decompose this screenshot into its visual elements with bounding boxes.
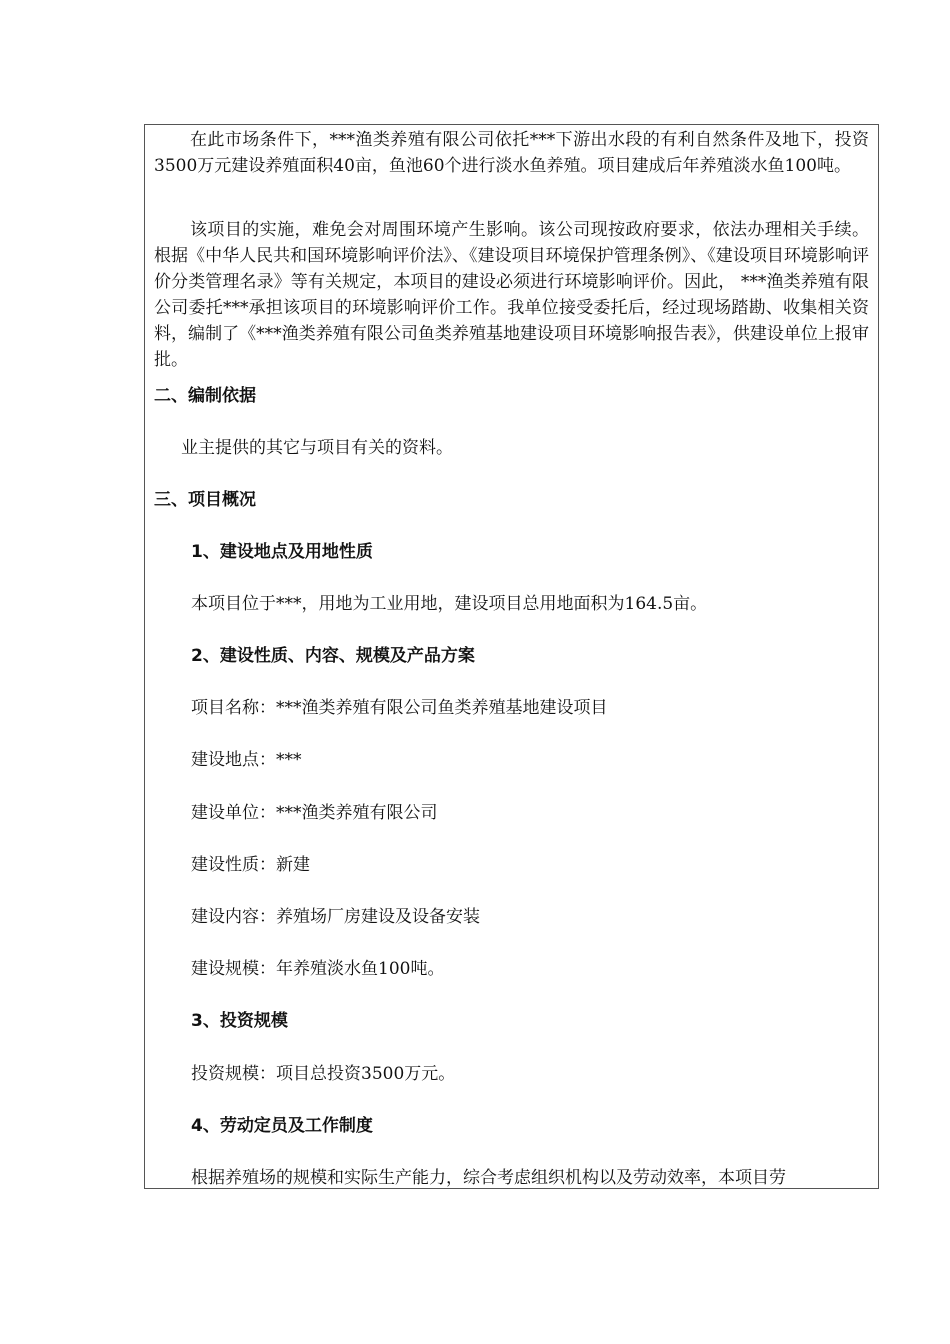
location-land-text: 本项目位于***，用地为工业用地，建设项目总用地面积为164.5亩。 [191, 594, 708, 614]
investment-line: 投资规模：项目总投资3500万元。 [191, 1064, 456, 1084]
report-table-cell [144, 124, 879, 1189]
subheading-nature-content: 2、建设性质、内容、规模及产品方案 [191, 646, 475, 666]
project-name-line: 项目名称：***渔类养殖有限公司鱼类养殖基地建设项目 [191, 698, 608, 718]
construction-nature-line: 建设性质：新建 [191, 855, 310, 875]
subheading-location: 1、建设地点及用地性质 [191, 542, 373, 562]
section-heading-overview: 三、项目概况 [154, 490, 256, 510]
labor-text: 根据养殖场的规模和实际生产能力，综合考虑组织机构以及劳动效率，本项目劳 [191, 1168, 786, 1188]
construction-unit-line: 建设单位：***渔类养殖有限公司 [191, 803, 438, 823]
paragraph-environmental-impact: 该项目的实施，难免会对周围环境产生影响。该公司现按政府要求，依法办理相关手续。根据《中华人民共和国环境影响评价法》、《建设项目环境保护管理条例》、《建设项目环境影响评价分类管理名录》等有关规定，本项目的建设必须进行环境影响评价。因此， ***渔类养殖有限公司委托***承担该项目的环境影响评价工作。我单位接受委托后，经过现场踏勘、收集相关资料，编制了《***渔类养殖有限公司鱼类养殖基地建设项目环境影响报告表》，供建设单位上报审批。 [154, 220, 869, 370]
paragraph-market-conditions: 在此市场条件下，***渔类养殖有限公司依托***下游出水段的有利自然条件及地下，投资3500万元建设养殖面积40亩，鱼池60个进行淡水鱼养殖。项目建成后年养殖淡水鱼100吨。 [154, 130, 869, 176]
construction-scale-line: 建设规模：年养殖淡水鱼100吨。 [191, 959, 445, 979]
section-basis-text: 业主提供的其它与项目有关的资料。 [181, 438, 453, 458]
subheading-investment: 3、投资规模 [191, 1011, 288, 1031]
subheading-labor: 4、劳动定员及工作制度 [191, 1116, 373, 1136]
construction-location-line: 建设地点：*** [191, 750, 302, 770]
section-heading-basis: 二、编制依据 [154, 386, 256, 406]
construction-content-line: 建设内容：养殖场厂房建设及设备安装 [191, 907, 480, 927]
